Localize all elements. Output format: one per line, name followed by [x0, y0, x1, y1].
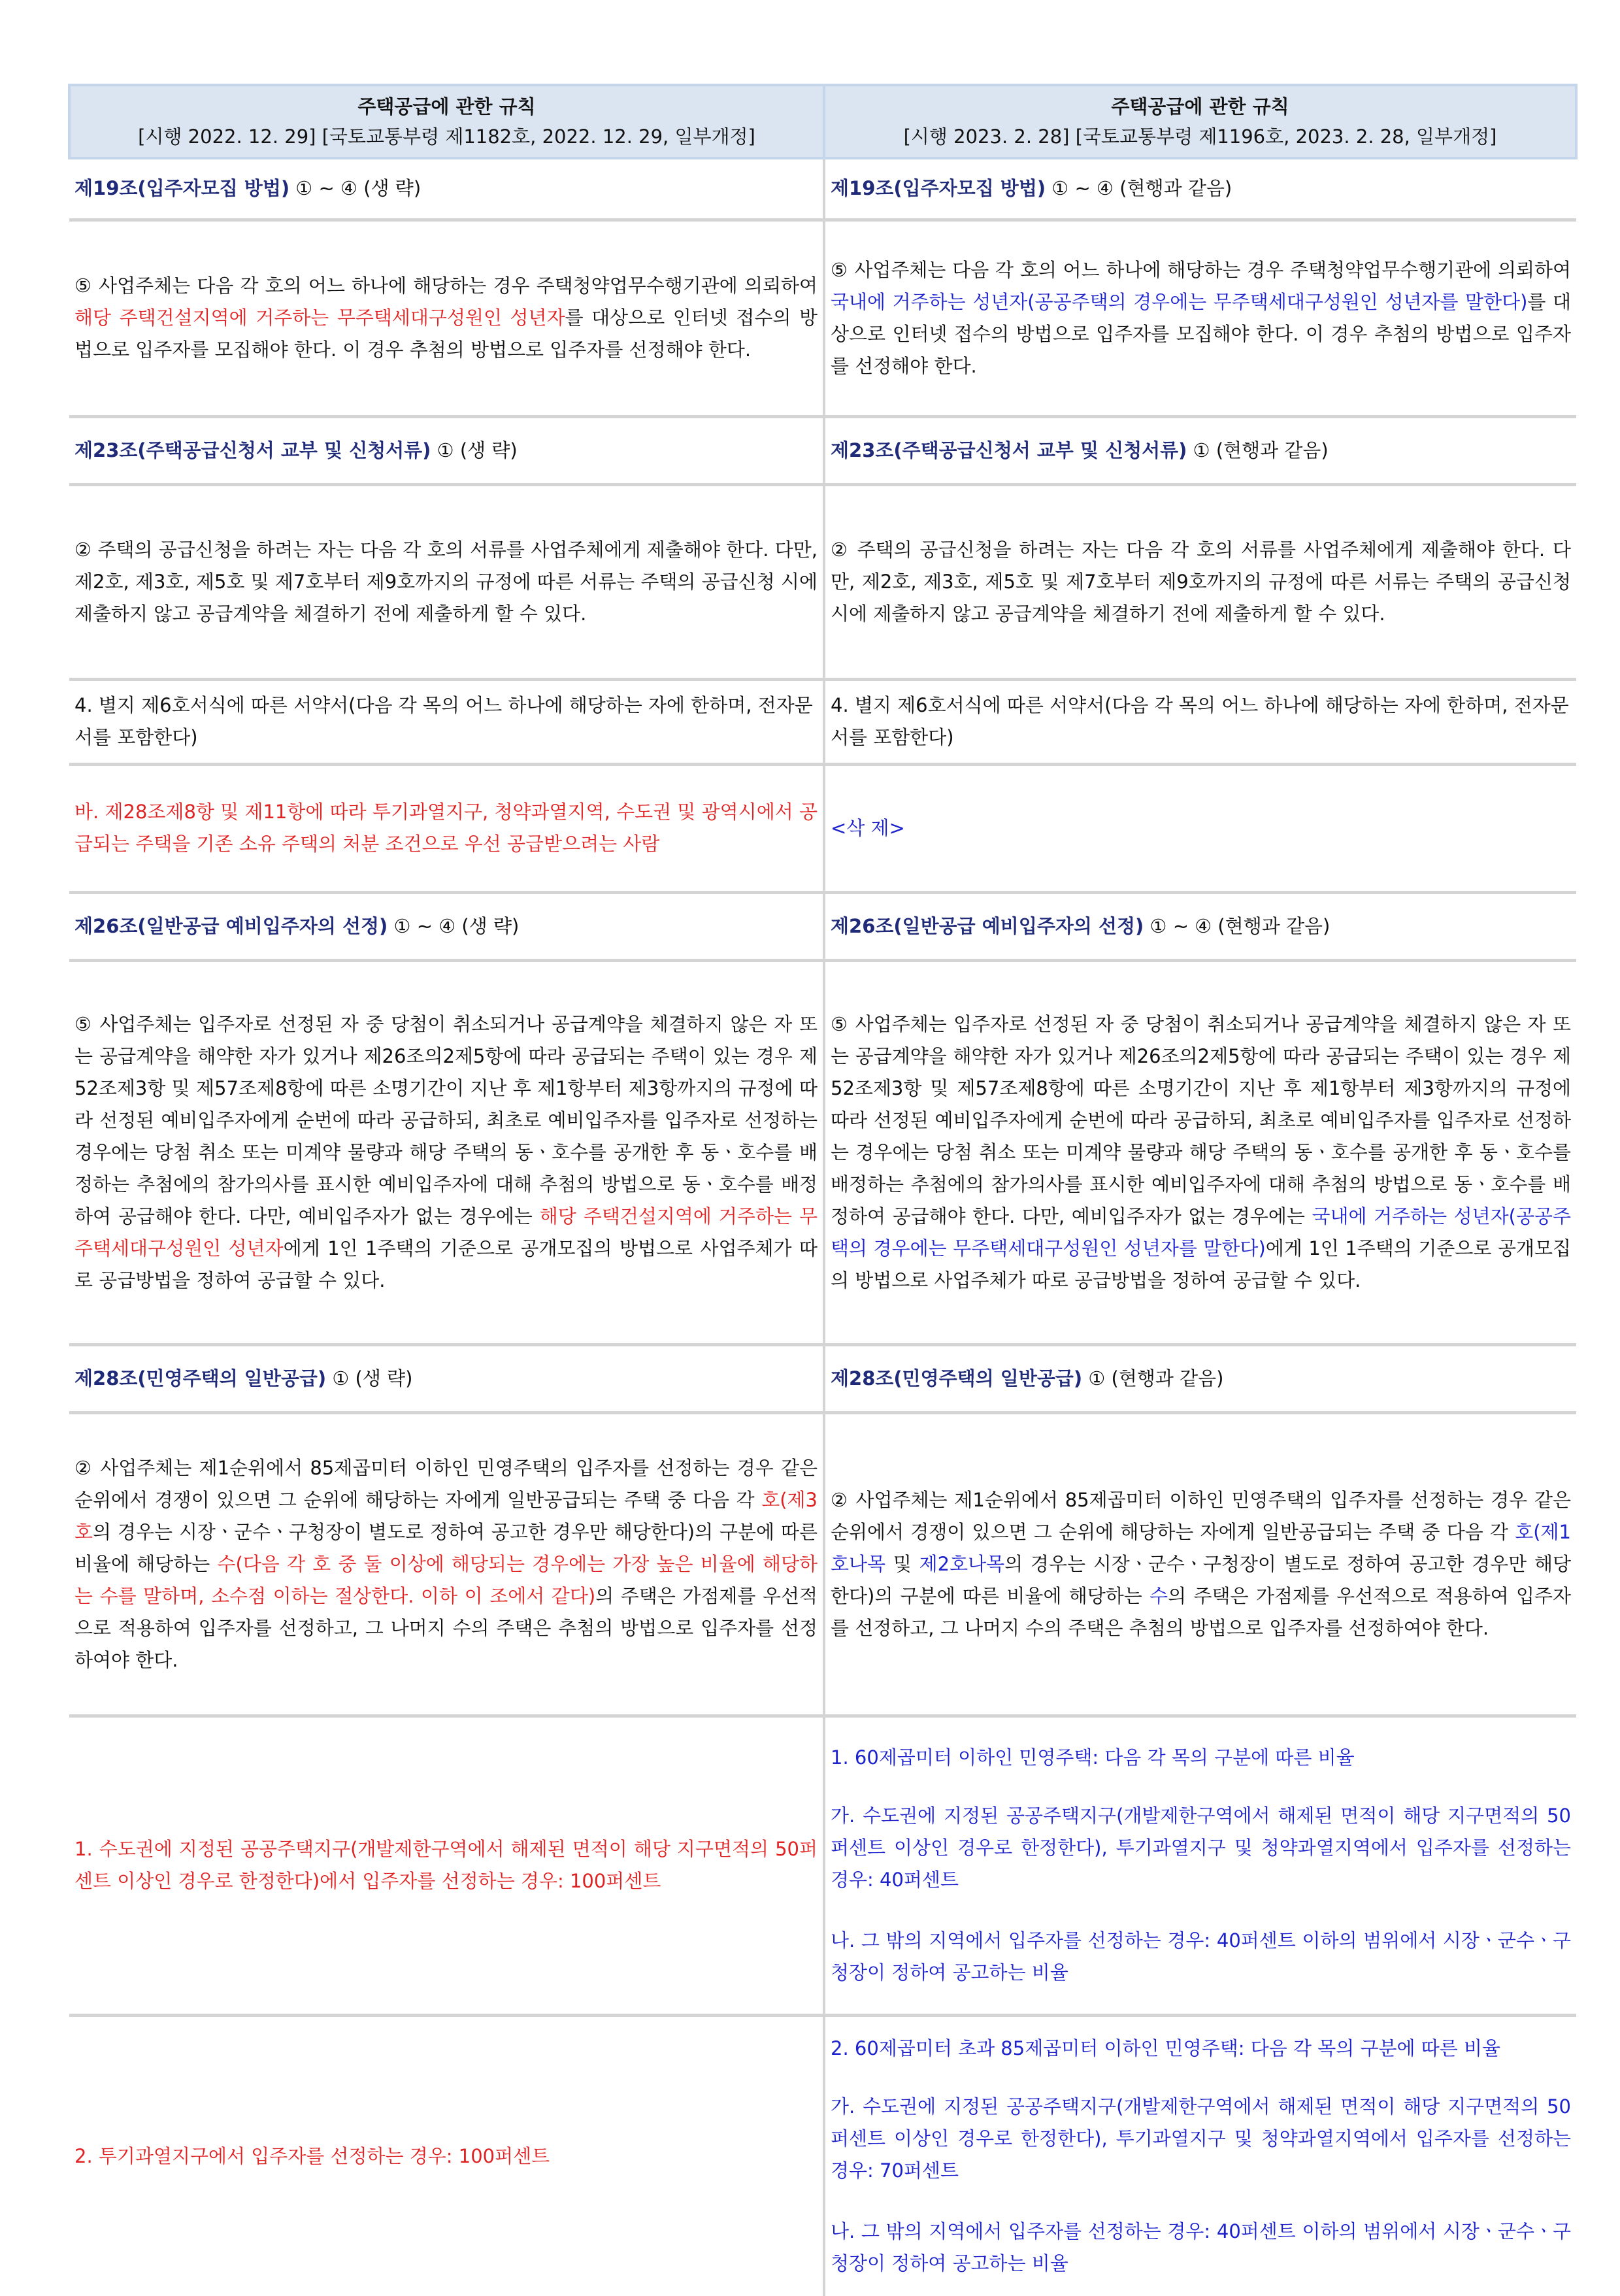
deleted-text: 해당 주택건설지역에 거주하는 무주택세대구성원인 성년자 — [74, 1205, 818, 1259]
text-run: 및 — [885, 1552, 919, 1575]
item-heading: 1. 60제곱미터 이하인 민영주택: 다음 각 목의 구분에 따른 비율 — [831, 1746, 1355, 1769]
cell-left-deleted: 바. 제28조제8항 및 제11항에 따라 투기과열지구, 청약과열지역, 수도권 및 광역시에서 공급되는 주택을 기존 소유 주택의 처분 조건으로 우선 공급받으려는 사람 — [69, 764, 824, 892]
cell-left — [69, 1412, 824, 1716]
article-heading: 제26조(일반공급 예비입주자의 선정) — [831, 914, 1144, 937]
table-row — [69, 416, 1576, 484]
inserted-text: 제2호나목 — [919, 1552, 1005, 1575]
cell-left-deleted: 2. 투기과열지구에서 입주자를 선정하는 경우: 100퍼센트 — [69, 2015, 824, 2296]
article-note: ① (생 략) — [431, 439, 518, 461]
cell-right: ② 주택의 공급신청을 하려는 자는 다음 각 호의 서류를 사업주체에게 제출해야 한다. 다만, 제2호, 제3호, 제5호 및 제7호부터 제9호까지의 규정에 따른 서류는 주택의 공급신청 시에 제출하지 않고 공급계약을 체결하기 전에 제출하게 할 수 있다. — [824, 484, 1576, 679]
cell-left: 4. 별지 제6호서식에 따른 서약서(다음 각 목의 어느 하나에 해당하는 자에 한하며, 전자문서를 포함한다) — [69, 679, 824, 764]
text-run: 에게 1인 1주택의 기준으로 공개모집의 방법으로 사업주체가 따로 공급방법을 정하여 공급할 수 있다. — [831, 1237, 1571, 1291]
text-run: ⑤ 사업주체는 입주자로 선정된 자 중 당첨이 취소되거나 공급계약을 체결하지 않은 자 또는 공급계약을 해약한 자가 있거나 제26조의2제5항에 따라 공급되는 주택이 있는 경우 제52조제3항 및 제57조제8항에 따른 소명기간이 지난 후 제1항부터 제3항까지의 규정에 따라 선정된 예비입주자에게 순번에 따라 공급하되, 최초로 예비입주자를 입주자로 선정하는 경우에는 당첨 취소 또는 미계약 물량과 해당 주택의 동ㆍ호수를 공개한 후 동ㆍ호수를 배정하는 추첨에의 참가의사를 표시한 예비입주자에 대해 추첨의 방법으로 동ㆍ호수를 배정하여 공급해야 한다. 다만, 예비입주자가 없는 경우에는 — [74, 1012, 818, 1227]
text-run: ⑤ 사업주체는 다음 각 호의 어느 하나에 해당하는 경우 주택청약업무수행기관에 의뢰하여 — [74, 275, 818, 297]
cell-left — [69, 1344, 824, 1412]
text-run: ⑤ 사업주체는 입주자로 선정된 자 중 당첨이 취소되거나 공급계약을 체결하지 않은 자 또는 공급계약을 해약한 자가 있거나 제26조의2제5항에 따라 공급되는 주택이 있는 경우 제52조제3항 및 제57조제8항에 따른 소명기간이 지난 후 제1항부터 제3항까지의 규정에 따라 선정된 예비입주자에게 순번에 따라 공급하되, 최초로 예비입주자를 입주자로 선정하는 경우에는 당첨 취소 또는 미계약 물량과 해당 주택의 동ㆍ호수를 공개한 후 동ㆍ호수를 배정하는 추첨에의 참가의사를 표시한 예비입주자에 대해 추첨의 방법으로 동ㆍ호수를 배정하여 공급해야 한다. 다만, 예비입주자가 없는 경우에는 — [831, 1012, 1571, 1227]
cell-right-inserted — [824, 1716, 1576, 2015]
table-row — [69, 764, 1576, 892]
deleted-text: 호(제3호 — [74, 1488, 818, 1543]
article-note: ① ~ ④ (현행과 같음) — [1144, 914, 1331, 937]
cell-right — [824, 1344, 1576, 1412]
table-row — [69, 892, 1576, 960]
text-run: 를 대상으로 인터넷 접수의 방법으로 입주자를 모집해야 한다. 이 경우 추첨의 방법으로 입주자를 선정해야 한다. — [831, 290, 1571, 377]
cell-right — [824, 158, 1576, 220]
cell-left-deleted: 1. 수도권에 지정된 공공주택지구(개발제한구역에서 해제된 면적이 해당 지구면적의 50퍼센트 이상인 경우로 한정한다)에서 입주자를 선정하는 경우: 100퍼센트 — [69, 1716, 824, 2015]
article-heading: 제23조(주택공급신청서 교부 및 신청서류) — [831, 439, 1187, 461]
table-row — [69, 220, 1576, 416]
article-note: ① ~ ④ (생 략) — [289, 177, 422, 200]
sub-item: 나. 그 밖의 지역에서 입주자를 선정하는 경우: 40퍼센트 이하의 범위에서 시장ㆍ군수ㆍ구청장이 정하여 공고하는 비율 — [831, 2220, 1571, 2275]
inserted-text: 국내에 거주하는 성년자(공공주택의 경우에는 무주택세대구성원인 성년자를 말한다) — [831, 1205, 1572, 1259]
comparison-table — [68, 84, 1578, 2296]
header-revised-law — [824, 85, 1576, 158]
item-heading: 2. 60제곱미터 초과 85제곱미터 이하인 민영주택: 다음 각 목의 구분에 따른 비율 — [831, 2037, 1501, 2060]
table-row — [69, 1716, 1576, 2015]
inserted-text: 국내에 거주하는 성년자(공공주택의 경우에는 무주택세대구성원인 성년자를 말한다) — [831, 290, 1528, 313]
sub-item: 가. 수도권에 지정된 공공주택지구(개발제한구역에서 해제된 면적이 해당 지구면적의 50퍼센트 이상인 경우로 한정한다), 투기과열지구 및 청약과열지역에서 입주자를 선정하는 경우: 70퍼센트 — [831, 2095, 1571, 2182]
header-right-title: 주택공급에 관한 규칙 — [1111, 95, 1289, 118]
article-note: ① (현행과 같음) — [1187, 439, 1329, 461]
cell-right: 4. 별지 제6호서식에 따른 서약서(다음 각 목의 어느 하나에 해당하는 자에 한하며, 전자문서를 포함한다) — [824, 679, 1576, 764]
table-row — [69, 484, 1576, 679]
table-row — [69, 1344, 1576, 1412]
article-heading: 제28조(민영주택의 일반공급) — [74, 1367, 327, 1389]
text-run: 의 주택은 가점제를 우선적으로 적용하여 입주자를 선정하고, 그 나머지 수의 주택은 추첨의 방법으로 입주자를 선정하여야 한다. — [74, 1584, 818, 1671]
cell-right — [824, 1412, 1576, 1716]
cell-right-inserted — [824, 2015, 1576, 2296]
article-heading: 제19조(입주자모집 방법) — [831, 177, 1046, 200]
text-run: ⑤ 사업주체는 다음 각 호의 어느 하나에 해당하는 경우 주택청약업무수행기관에 의뢰하여 — [831, 258, 1571, 281]
header-current-law — [69, 85, 824, 158]
sub-item: 가. 수도권에 지정된 공공주택지구(개발제한구역에서 해제된 면적이 해당 지구면적의 50퍼센트 이상인 경우로 한정한다), 투기과열지구 및 청약과열지역에서 입주자를 선정하는 경우: 40퍼센트 — [831, 1805, 1571, 1891]
text-run: 의 경우는 시장ㆍ군수ㆍ구청장이 별도로 정하여 공고한 경우만 해당한다)의 구분에 따른 비율에 해당하는 — [74, 1520, 818, 1575]
cell-left — [69, 892, 824, 960]
cell-right — [824, 960, 1576, 1344]
deleted-text: 해당 주택건설지역에 거주하는 무주택세대구성원인 성년자 — [74, 307, 565, 329]
article-note: ① (현행과 같음) — [1082, 1367, 1224, 1389]
article-heading: 제26조(일반공급 예비입주자의 선정) — [74, 914, 388, 937]
cell-right-deleted-note: <삭 제> — [824, 764, 1576, 892]
article-heading: 제19조(입주자모집 방법) — [74, 177, 290, 200]
sub-item: 나. 그 밖의 지역에서 입주자를 선정하는 경우: 40퍼센트 이하의 범위에서 시장ㆍ군수ㆍ구청장이 정하여 공고하는 비율 — [831, 1929, 1571, 1984]
article-heading: 제28조(민영주택의 일반공급) — [831, 1367, 1083, 1389]
inserted-text: 호(제1호나목 — [831, 1520, 1571, 1575]
article-note: ① (생 략) — [326, 1367, 413, 1389]
header-left-title: 주택공급에 관한 규칙 — [357, 95, 536, 118]
text-run: 의 주택은 가점제를 우선적으로 적용하여 입주자를 선정하고, 그 나머지 수의 주택은 추첨의 방법으로 입주자를 선정하여야 한다. — [831, 1584, 1571, 1639]
table-row — [69, 1412, 1576, 1716]
cell-left — [69, 158, 824, 220]
cell-left — [69, 416, 824, 484]
table-row — [69, 679, 1576, 764]
cell-right — [824, 892, 1576, 960]
table-row — [69, 158, 1576, 220]
table-header-row — [69, 85, 1576, 158]
header-left-subtitle: [시행 2022. 12. 29] [국토교통부령 제1182호, 2022. 12. 29, 일부개정] — [138, 125, 755, 148]
text-run: 에게 1인 1주택의 기준으로 공개모집의 방법으로 사업주체가 따로 공급방법을 정하여 공급할 수 있다. — [74, 1237, 818, 1291]
cell-right — [824, 220, 1576, 416]
cell-left — [69, 220, 824, 416]
inserted-text: 수 — [1149, 1584, 1168, 1607]
header-right-subtitle: [시행 2023. 2. 28] [국토교통부령 제1196호, 2023. 2. 28, 일부개정] — [903, 125, 1497, 148]
article-note: ① ~ ④ (생 략) — [388, 914, 520, 937]
cell-right — [824, 416, 1576, 484]
article-heading: 제23조(주택공급신청서 교부 및 신청서류) — [74, 439, 431, 461]
text-run: ② 사업주체는 제1순위에서 85제곱미터 이하인 민영주택의 입주자를 선정하는 경우 같은 순위에서 경쟁이 있으면 그 순위에 해당하는 자에게 일반공급되는 주택 중 다음 각 — [831, 1488, 1571, 1543]
text-run: ② 사업주체는 제1순위에서 85제곱미터 이하인 민영주택의 입주자를 선정하는 경우 같은 순위에서 경쟁이 있으면 그 순위에 해당하는 자에게 일반공급되는 주택 중 다음 각 — [74, 1456, 818, 1511]
text-run: 를 대상으로 인터넷 접수의 방법으로 입주자를 모집해야 한다. 이 경우 추첨의 방법으로 입주자를 선정해야 한다. — [74, 307, 818, 361]
deleted-text: 수(다음 각 호 중 둘 이상에 해당되는 경우에는 가장 높은 비율에 해당하는 수를 말하며, 소수점 이하는 절상한다. 이하 이 조에서 같다) — [74, 1552, 818, 1607]
cell-left — [69, 960, 824, 1344]
table-row — [69, 960, 1576, 1344]
cell-left: ② 주택의 공급신청을 하려는 자는 다음 각 호의 서류를 사업주체에게 제출해야 한다. 다만, 제2호, 제3호, 제5호 및 제7호부터 제9호까지의 규정에 따른 서류는 주택의 공급신청 시에 제출하지 않고 공급계약을 체결하기 전에 제출하게 할 수 있다. — [69, 484, 824, 679]
table-row — [69, 2015, 1576, 2296]
text-run: 의 경우는 시장ㆍ군수ㆍ구청장이 별도로 정하여 공고한 경우만 해당한다)의 구분에 따른 비율에 해당하는 — [831, 1552, 1571, 1607]
article-note: ① ~ ④ (현행과 같음) — [1046, 177, 1232, 200]
